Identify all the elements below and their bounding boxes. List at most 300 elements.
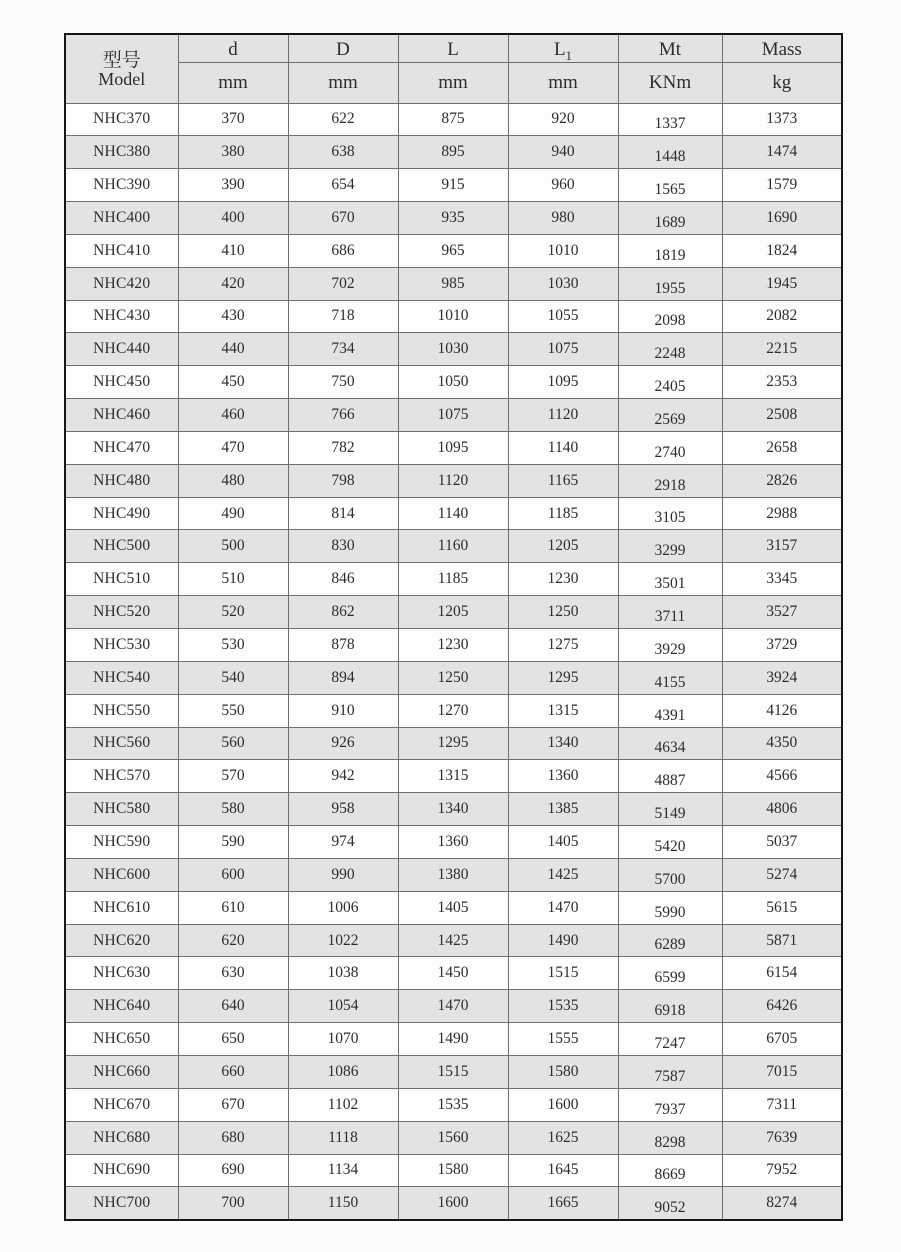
cell-mt [618,727,722,760]
cell-value: 3527 [722,596,842,629]
cell-model: NHC430 [65,300,178,333]
cell-model: NHC460 [65,399,178,432]
cell-mt [618,858,722,891]
header-model-en-label: Model [98,69,146,90]
cell-value: 700 [178,1187,288,1220]
cell-value: 862 [288,596,398,629]
cell-mt [618,202,722,235]
cell-value: 734 [288,333,398,366]
cell-mt-value: 2405 [654,378,686,396]
cell-value: 1165 [508,464,618,497]
table-row [65,1055,842,1088]
cell-model: NHC590 [65,826,178,859]
cell-value: 420 [178,267,288,300]
cell-value: 1380 [398,858,508,891]
cell-value: 1645 [508,1154,618,1187]
cell-value: 878 [288,629,398,662]
cell-mt [618,990,722,1023]
table-row [65,826,842,859]
cell-value: 766 [288,399,398,432]
cell-value: 460 [178,399,288,432]
cell-value: 580 [178,793,288,826]
cell-mt-value: 2740 [654,443,686,461]
cell-value: 4806 [722,793,842,826]
header-unit-L: mm [398,62,508,103]
cell-mt [618,957,722,990]
cell-value: 830 [288,530,398,563]
cell-value: 1075 [508,333,618,366]
cell-value: 690 [178,1154,288,1187]
cell-model: NHC370 [65,103,178,136]
cell-value: 8274 [722,1187,842,1220]
cell-model: NHC570 [65,760,178,793]
cell-value: 7311 [722,1088,842,1121]
cell-value: 1006 [288,891,398,924]
cell-mt-value: 3105 [654,509,686,527]
cell-value: 1535 [508,990,618,1023]
table-row [65,202,842,235]
cell-value: 926 [288,727,398,760]
cell-mt [618,694,722,727]
cell-value: 670 [178,1088,288,1121]
cell-value: 6705 [722,1023,842,1056]
cell-value: 6154 [722,957,842,990]
cell-value: 1250 [398,661,508,694]
cell-value: 1275 [508,629,618,662]
cell-value: 480 [178,464,288,497]
cell-value: 1450 [398,957,508,990]
table-row [65,267,842,300]
cell-value: 1030 [508,267,618,300]
header-unit-row [65,62,842,103]
cell-value: 660 [178,1055,288,1088]
cell-value: 1945 [722,267,842,300]
header-unit-d: mm [178,62,288,103]
cell-value: 2658 [722,431,842,464]
table-row [65,1154,842,1187]
table-row [65,793,842,826]
table-row [65,661,842,694]
cell-value: 1102 [288,1088,398,1121]
cell-value: 1185 [508,497,618,530]
cell-value: 1095 [508,366,618,399]
cell-value: 622 [288,103,398,136]
table-row [65,1187,842,1220]
cell-model: NHC640 [65,990,178,1023]
cell-value: 1515 [398,1055,508,1088]
cell-value: 590 [178,826,288,859]
table-row [65,596,842,629]
cell-mt-value: 4391 [654,706,686,724]
cell-value: 680 [178,1121,288,1154]
cell-mt-value: 1819 [654,246,686,264]
cell-mt-value: 9052 [654,1198,686,1216]
cell-value: 630 [178,957,288,990]
header-col-D [288,34,398,62]
cell-value: 1030 [398,333,508,366]
cell-mt [618,563,722,596]
cell-value: 1360 [508,760,618,793]
cell-value: 718 [288,300,398,333]
cell-value: 1022 [288,924,398,957]
cell-value: 750 [288,366,398,399]
cell-value: 380 [178,136,288,169]
cell-value: 1095 [398,431,508,464]
cell-value: 620 [178,924,288,957]
cell-mt [618,1055,722,1088]
cell-model: NHC550 [65,694,178,727]
cell-value: 686 [288,234,398,267]
cell-value: 5274 [722,858,842,891]
cell-model: NHC530 [65,629,178,662]
cell-value: 1270 [398,694,508,727]
cell-value: 390 [178,169,288,202]
cell-mt-value: 1955 [654,279,686,297]
header-model-cn-label: 型号 [102,50,141,72]
cell-value: 702 [288,267,398,300]
cell-mt [618,661,722,694]
cell-value: 990 [288,858,398,891]
cell-value: 1385 [508,793,618,826]
cell-value: 640 [178,990,288,1023]
header-unit-Mass: kg [722,62,842,103]
table-row [65,891,842,924]
cell-mt [618,760,722,793]
cell-mt [618,333,722,366]
cell-value: 4566 [722,760,842,793]
cell-value: 1340 [398,793,508,826]
table-row [65,1121,842,1154]
table-row [65,136,842,169]
cell-mt [618,103,722,136]
cell-model: NHC630 [65,957,178,990]
table-row [65,103,842,136]
header-name-row [65,34,842,62]
cell-mt [618,136,722,169]
header-col-Mt-label: Mt [658,38,682,60]
cell-mt-value: 1337 [654,115,686,133]
cell-model: NHC490 [65,497,178,530]
cell-mt-value: 1448 [654,148,686,166]
cell-mt-value: 1565 [654,181,686,199]
cell-value: 2988 [722,497,842,530]
cell-value: 1134 [288,1154,398,1187]
cell-mt [618,431,722,464]
table-row [65,431,842,464]
cell-value: 974 [288,826,398,859]
cell-mt [618,267,722,300]
cell-value: 875 [398,103,508,136]
cell-value: 654 [288,169,398,202]
cell-value: 895 [398,136,508,169]
cell-mt [618,1154,722,1187]
cell-mt-value: 3711 [654,608,686,625]
cell-model: NHC450 [65,366,178,399]
cell-mt [618,399,722,432]
cell-model: NHC500 [65,530,178,563]
cell-value: 1340 [508,727,618,760]
cell-value: 1560 [398,1121,508,1154]
cell-mt-value: 7587 [654,1067,686,1085]
table-row [65,366,842,399]
cell-model: NHC520 [65,596,178,629]
cell-value: 915 [398,169,508,202]
cell-mt-value: 2918 [654,476,686,494]
table-header [65,34,842,103]
cell-value: 1050 [398,366,508,399]
cell-value: 500 [178,530,288,563]
cell-value: 1120 [508,399,618,432]
cell-model: NHC700 [65,1187,178,1220]
cell-value: 1140 [508,431,618,464]
cell-model: NHC380 [65,136,178,169]
cell-value: 1070 [288,1023,398,1056]
cell-mt [618,464,722,497]
cell-value: 1425 [398,924,508,957]
cell-value: 410 [178,234,288,267]
cell-mt-value: 1689 [654,213,686,231]
cell-mt [618,169,722,202]
table-row [65,990,842,1023]
header-unit-D: mm [288,62,398,103]
cell-value: 1690 [722,202,842,235]
table-row [65,1088,842,1121]
cell-mt-value: 5149 [654,805,686,823]
cell-value: 430 [178,300,288,333]
cell-value: 1824 [722,234,842,267]
cell-value: 470 [178,431,288,464]
cell-value: 1315 [508,694,618,727]
cell-value: 4350 [722,727,842,760]
cell-mt [618,1187,722,1220]
cell-mt-value: 7937 [654,1100,686,1118]
cell-value: 3924 [722,661,842,694]
cell-value: 450 [178,366,288,399]
cell-value: 1150 [288,1187,398,1220]
cell-mt-value: 5700 [654,870,686,888]
table-row [65,924,842,957]
cell-mt [618,826,722,859]
table-row [65,858,842,891]
cell-model: NHC480 [65,464,178,497]
cell-value: 4126 [722,694,842,727]
cell-value: 1555 [508,1023,618,1056]
cell-value: 650 [178,1023,288,1056]
cell-mt [618,891,722,924]
cell-value: 1360 [398,826,508,859]
cell-value: 1474 [722,136,842,169]
cell-model: NHC390 [65,169,178,202]
table-row [65,694,842,727]
cell-value: 550 [178,694,288,727]
cell-value: 610 [178,891,288,924]
cell-value: 3729 [722,629,842,662]
cell-value: 2082 [722,300,842,333]
cell-mt [618,1121,722,1154]
cell-value: 1140 [398,497,508,530]
cell-mt [618,629,722,662]
cell-value: 570 [178,760,288,793]
header-col-L1 [508,34,618,62]
cell-value: 965 [398,234,508,267]
cell-mt-value: 2248 [654,345,686,363]
header-col-Mt [618,34,722,62]
cell-model: NHC680 [65,1121,178,1154]
cell-value: 960 [508,169,618,202]
cell-mt [618,530,722,563]
cell-value: 1055 [508,300,618,333]
cell-value: 520 [178,596,288,629]
cell-mt-value: 6289 [654,936,686,954]
cell-value: 1160 [398,530,508,563]
cell-value: 1295 [398,727,508,760]
cell-value: 2508 [722,399,842,432]
table-row [65,399,842,432]
cell-mt-value: 6918 [654,1002,686,1020]
cell-value: 910 [288,694,398,727]
table-row [65,300,842,333]
table-row [65,957,842,990]
cell-value: 5037 [722,826,842,859]
cell-value: 560 [178,727,288,760]
cell-mt [618,1023,722,1056]
cell-value: 370 [178,103,288,136]
cell-mt-value: 3929 [654,640,686,658]
cell-value: 1579 [722,169,842,202]
cell-model: NHC540 [65,661,178,694]
cell-value: 940 [508,136,618,169]
cell-value: 935 [398,202,508,235]
cell-mt-value: 4634 [654,739,686,757]
cell-value: 530 [178,629,288,662]
header-col-L1-sub: 1 [565,47,573,62]
cell-model: NHC670 [65,1088,178,1121]
cell-value: 814 [288,497,398,530]
cell-mt-value: 8669 [654,1166,686,1184]
cell-value: 846 [288,563,398,596]
cell-value: 3345 [722,563,842,596]
cell-value: 1535 [398,1088,508,1121]
table-row [65,234,842,267]
cell-model: NHC650 [65,1023,178,1056]
header-unit-Mt: KNm [618,62,722,103]
cell-value: 490 [178,497,288,530]
header-col-L-label: L [447,38,459,60]
cell-value: 5871 [722,924,842,957]
spec-table-container [64,33,843,1221]
cell-model: NHC400 [65,202,178,235]
cell-mt [618,366,722,399]
cell-value: 1515 [508,957,618,990]
cell-value: 1185 [398,563,508,596]
cell-value: 1118 [288,1121,398,1154]
cell-mt-value: 7247 [654,1034,686,1052]
cell-value: 894 [288,661,398,694]
header-unit-L1: mm [508,62,618,103]
cell-mt-value: 5990 [654,903,686,921]
cell-model: NHC560 [65,727,178,760]
cell-mt-value: 4887 [654,772,686,790]
cell-mt-value: 8298 [654,1133,686,1151]
cell-value: 1625 [508,1121,618,1154]
cell-mt-value: 3299 [654,542,686,560]
header-col-d-label: d [228,38,238,60]
cell-value: 1470 [398,990,508,1023]
cell-value: 1405 [398,891,508,924]
table-row [65,464,842,497]
cell-value: 2353 [722,366,842,399]
cell-value: 6426 [722,990,842,1023]
cell-model: NHC660 [65,1055,178,1088]
cell-model: NHC410 [65,234,178,267]
cell-model: NHC470 [65,431,178,464]
table-row [65,497,842,530]
cell-value: 1205 [398,596,508,629]
cell-mt-value: 2569 [654,410,686,428]
cell-mt [618,924,722,957]
cell-value: 782 [288,431,398,464]
cell-model: NHC580 [65,793,178,826]
cell-value: 1295 [508,661,618,694]
cell-value: 600 [178,858,288,891]
cell-value: 1600 [508,1088,618,1121]
cell-value: 1425 [508,858,618,891]
cell-mt-value: 5420 [654,837,686,855]
cell-value: 1490 [398,1023,508,1056]
cell-mt-value: 2098 [654,312,686,330]
cell-value: 1470 [508,891,618,924]
cell-value: 400 [178,202,288,235]
header-col-Mass [722,34,842,62]
cell-mt [618,596,722,629]
cell-model: NHC610 [65,891,178,924]
header-col-d [178,34,288,62]
header-col-L [398,34,508,62]
cell-value: 2826 [722,464,842,497]
cell-value: 1075 [398,399,508,432]
cell-value: 670 [288,202,398,235]
cell-value: 2215 [722,333,842,366]
cell-value: 1490 [508,924,618,957]
cell-value: 1230 [398,629,508,662]
cell-value: 1580 [508,1055,618,1088]
cell-value: 3157 [722,530,842,563]
cell-value: 5615 [722,891,842,924]
cell-value: 7639 [722,1121,842,1154]
table-row [65,760,842,793]
cell-model: NHC620 [65,924,178,957]
cell-value: 7952 [722,1154,842,1187]
header-col-D-label: D [336,38,350,60]
cell-value: 942 [288,760,398,793]
table-body [65,103,842,1220]
cell-value: 1010 [508,234,618,267]
cell-mt [618,497,722,530]
cell-value: 1054 [288,990,398,1023]
cell-mt-value: 3501 [654,575,686,593]
cell-model: NHC420 [65,267,178,300]
cell-value: 510 [178,563,288,596]
header-col-Mass-label: Mass [761,38,802,60]
cell-value: 1580 [398,1154,508,1187]
cell-model: NHC440 [65,333,178,366]
cell-model: NHC690 [65,1154,178,1187]
cell-value: 1120 [398,464,508,497]
cell-value: 1205 [508,530,618,563]
table-row [65,563,842,596]
header-model [65,34,178,103]
cell-value: 985 [398,267,508,300]
